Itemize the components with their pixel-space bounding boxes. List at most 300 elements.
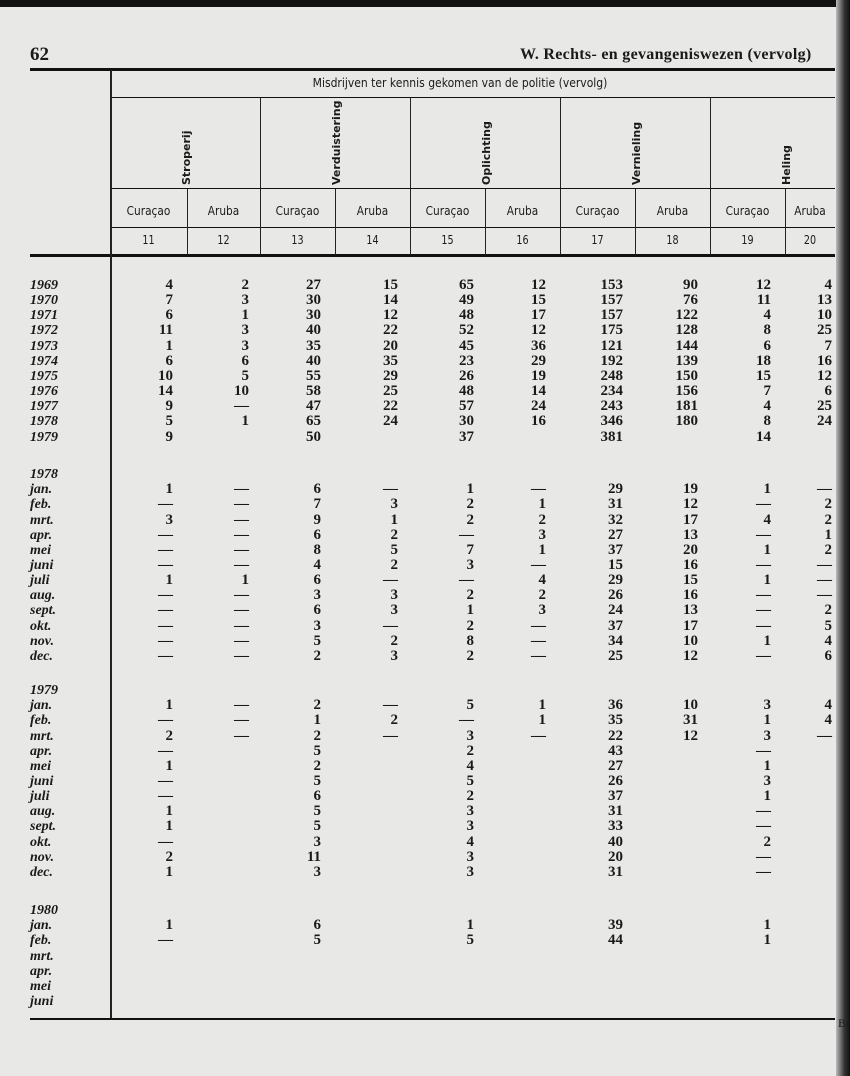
table-cell: 20 — [383, 337, 398, 354]
table-cell: 4 — [466, 833, 474, 850]
table-cell: 26 — [608, 772, 623, 789]
table-cell: 2 — [466, 788, 474, 805]
table-cell: — — [383, 572, 398, 589]
stub-divider — [110, 70, 112, 1018]
row-label: 1970 — [30, 293, 58, 309]
table-cell: 37 — [608, 541, 623, 558]
table-cell: — — [756, 587, 771, 604]
table-cell: 5 — [313, 772, 321, 789]
table-cell: — — [234, 727, 249, 744]
table-cell: 2 — [241, 277, 249, 293]
table-cell: 12 — [683, 647, 698, 664]
row-label: mei — [30, 758, 51, 774]
table-cell: 15 — [756, 367, 771, 384]
table-cell: 65 — [306, 413, 321, 430]
table-cell: 139 — [675, 352, 698, 369]
table-cell: 13 — [683, 602, 698, 619]
table-cell: 1 — [538, 541, 546, 558]
table-cell: — — [817, 481, 832, 498]
column-divider — [485, 189, 486, 255]
table-cell: — — [531, 617, 546, 634]
table-cell: 1 — [763, 712, 771, 729]
table-cell: 4 — [824, 712, 832, 729]
row-label: apr. — [30, 527, 53, 543]
table-cell: 1 — [466, 602, 474, 619]
table-cell: 37 — [608, 788, 623, 805]
category-label: Stroperij — [180, 130, 193, 185]
row-label: mei — [30, 542, 51, 558]
table-cell: 23 — [459, 352, 474, 369]
table-cell: — — [756, 803, 771, 820]
table-cell: 1 — [241, 572, 249, 589]
table-cell: 2 — [466, 647, 474, 664]
table-cell: — — [158, 932, 173, 949]
table-cell: 6 — [313, 602, 321, 619]
table-cell: 7 — [763, 383, 771, 400]
table-cell: — — [531, 556, 546, 573]
row-label: 1978 — [30, 414, 58, 430]
table-cell: 2 — [390, 526, 398, 543]
table-cell: 3 — [313, 863, 321, 880]
column-divider — [260, 189, 261, 255]
table-cell: 11 — [756, 292, 771, 309]
table-cell: 44 — [608, 932, 623, 949]
row-label: apr. — [30, 963, 53, 979]
table-cell: 14 — [756, 428, 771, 445]
table-cell: 1 — [763, 932, 771, 949]
table-cell: 22 — [608, 727, 623, 744]
table-cell: 4 — [824, 277, 832, 293]
table-cell: 3 — [466, 803, 474, 820]
table-cell: 2 — [390, 712, 398, 729]
table-cell: 121 — [600, 337, 623, 354]
table-cell: — — [531, 727, 546, 744]
table-cell: 6 — [241, 352, 249, 369]
column-divider — [187, 189, 188, 255]
table-cell: 3 — [763, 727, 771, 744]
section-heading: 1978 — [30, 467, 58, 482]
table-cell: 16 — [683, 556, 698, 573]
row-label: 1977 — [30, 399, 58, 415]
table-cell: — — [817, 727, 832, 744]
table-cell: — — [158, 833, 173, 850]
table-cell: 26 — [459, 367, 474, 384]
table-cell: 4 — [763, 307, 771, 324]
table-cell: 3 — [241, 337, 249, 354]
table-cell: 12 — [531, 277, 546, 293]
table-cell: 65 — [459, 277, 474, 293]
table-cell: 39 — [608, 917, 623, 934]
table-cell: — — [234, 481, 249, 498]
row-label: juli — [30, 789, 50, 805]
table-cell: 6 — [165, 307, 173, 324]
table-cell: 1 — [763, 481, 771, 498]
table-cell: 2 — [538, 511, 546, 528]
row-label: juni — [30, 993, 54, 1009]
table-cell: 37 — [608, 617, 623, 634]
table-cell: 5 — [165, 413, 173, 430]
table-cell: 32 — [608, 511, 623, 528]
table-cell: 4 — [538, 572, 546, 589]
table-cell: 25 — [608, 647, 623, 664]
table-cell: 52 — [459, 322, 474, 339]
table-cell: 3 — [466, 818, 474, 835]
column-divider — [710, 98, 711, 188]
table-cell: 4 — [763, 511, 771, 528]
table-cell: — — [158, 617, 173, 634]
table-cell: 19 — [683, 481, 698, 498]
table-cell: 2 — [165, 727, 173, 744]
table-cell: 1 — [763, 572, 771, 589]
row-label: 1973 — [30, 338, 58, 354]
table-cell: 30 — [306, 292, 321, 309]
table-cell: — — [383, 481, 398, 498]
table-cell: 33 — [608, 818, 623, 835]
table-cell: 1 — [165, 697, 173, 714]
table-cell: 3 — [313, 587, 321, 604]
column-number: 19 — [741, 233, 754, 247]
table-cell: 3 — [466, 727, 474, 744]
rule — [110, 188, 835, 189]
table-cell: — — [158, 742, 173, 759]
table-cell: 11 — [306, 848, 321, 865]
table-cell: 7 — [824, 337, 832, 354]
table-cell: 14 — [531, 383, 546, 400]
table-cell: 7 — [165, 292, 173, 309]
table-cell: 2 — [466, 496, 474, 513]
table-cell: 157 — [600, 292, 623, 309]
table-cell: 6 — [313, 481, 321, 498]
table-cell: 34 — [608, 632, 623, 649]
table-cell: — — [756, 848, 771, 865]
table-cell: — — [234, 602, 249, 619]
table-cell: 346 — [600, 413, 623, 430]
column-number: 13 — [291, 233, 304, 247]
row-label: juni — [30, 557, 54, 573]
table-cell: 1 — [466, 917, 474, 934]
row-label: 1974 — [30, 353, 58, 369]
table-cell: 3 — [390, 587, 398, 604]
row-label: nov. — [30, 633, 54, 649]
table-cell: 90 — [683, 277, 698, 293]
table-cell: 2 — [390, 556, 398, 573]
table-cell: 1 — [763, 788, 771, 805]
table-cell: 24 — [817, 413, 832, 430]
table-cell: — — [158, 541, 173, 558]
table-cell: 16 — [531, 413, 546, 430]
table-cell: 12 — [817, 367, 832, 384]
table-cell: — — [234, 617, 249, 634]
section-heading: 1979 — [30, 683, 58, 698]
row-label: okt. — [30, 618, 52, 634]
row-label: sept. — [30, 603, 57, 619]
column-divider — [260, 98, 261, 188]
table-cell: 13 — [817, 292, 832, 309]
column-divider — [335, 189, 336, 255]
table-cell: 1 — [538, 496, 546, 513]
table-cell: 15 — [683, 572, 698, 589]
table-cell: 1 — [165, 803, 173, 820]
table-cell: 11 — [158, 322, 173, 339]
table-cell: — — [383, 697, 398, 714]
table-cell: 6 — [763, 337, 771, 354]
column-header: Aruba — [356, 204, 389, 218]
adjacent-page-bleed-text: Br — [838, 1016, 850, 1030]
table-cell: 6 — [824, 647, 832, 664]
table-cell: 3 — [466, 556, 474, 573]
table-cell: 2 — [824, 511, 832, 528]
row-label: 1979 — [30, 429, 58, 445]
table-bottom-rule — [30, 1018, 835, 1020]
table-cell: 6 — [313, 526, 321, 543]
table-cell: 3 — [390, 496, 398, 513]
table-cell: 27 — [608, 757, 623, 774]
table-cell: 3 — [466, 848, 474, 865]
table-cell: 4 — [763, 398, 771, 415]
table-cell: 2 — [824, 541, 832, 558]
table-cell: 2 — [165, 848, 173, 865]
table-cell: 1 — [165, 572, 173, 589]
table-cell: 31 — [683, 712, 698, 729]
table-cell: 1 — [165, 917, 173, 934]
header-top-rule — [30, 68, 835, 71]
table-cell: 12 — [531, 322, 546, 339]
table-cell: 18 — [756, 352, 771, 369]
table-cell: — — [158, 772, 173, 789]
table-cell: 19 — [531, 367, 546, 384]
table-cell: 2 — [313, 647, 321, 664]
table-cell: 6 — [165, 352, 173, 369]
table-cell: 20 — [608, 848, 623, 865]
table-cell: 26 — [608, 587, 623, 604]
column-number: 17 — [591, 233, 604, 247]
table-cell: 29 — [531, 352, 546, 369]
table-cell: 2 — [466, 587, 474, 604]
table-cell: — — [234, 632, 249, 649]
table-cell: 17 — [683, 511, 698, 528]
table-cell: 17 — [531, 307, 546, 324]
table-cell: 3 — [763, 697, 771, 714]
row-label: mei — [30, 978, 51, 994]
table-cell: — — [756, 556, 771, 573]
category-label: Vernieling — [630, 121, 643, 185]
column-number: 18 — [666, 233, 679, 247]
table-cell: 40 — [306, 322, 321, 339]
table-cell: 4 — [466, 757, 474, 774]
table-cell: — — [531, 481, 546, 498]
table-cell: 50 — [306, 428, 321, 445]
column-header: Curaçao — [575, 204, 620, 218]
table-cell: — — [383, 617, 398, 634]
table-cell: 36 — [608, 697, 623, 714]
table-cell: 31 — [608, 863, 623, 880]
table-cell: 3 — [390, 647, 398, 664]
table-cell: 29 — [383, 367, 398, 384]
table-cell: 2 — [313, 757, 321, 774]
table-cell: 6 — [313, 917, 321, 934]
page-top-edge — [0, 0, 850, 7]
table-cell: — — [234, 496, 249, 513]
table-cell: 175 — [600, 322, 623, 339]
table-cell: 10 — [683, 632, 698, 649]
table-cell: 40 — [608, 833, 623, 850]
table-cell: 1 — [824, 526, 832, 543]
row-label: 1976 — [30, 384, 58, 400]
table-cell: 1 — [763, 917, 771, 934]
table-cell: — — [817, 556, 832, 573]
table-cell: 1 — [313, 712, 321, 729]
table-cell: 35 — [608, 712, 623, 729]
column-header: Curaçao — [425, 204, 470, 218]
table-cell: — — [756, 602, 771, 619]
table-cell: 3 — [538, 602, 546, 619]
table-cell: 10 — [683, 697, 698, 714]
row-label: feb. — [30, 497, 52, 513]
table-cell: — — [234, 541, 249, 558]
table-cell: — — [234, 398, 249, 415]
table-cell: — — [158, 602, 173, 619]
table-cell: 4 — [824, 632, 832, 649]
table-cell: — — [158, 632, 173, 649]
row-label: jan. — [30, 698, 53, 714]
table-cell: 16 — [817, 352, 832, 369]
table-cell: 3 — [466, 863, 474, 880]
table-cell: 16 — [683, 587, 698, 604]
table-cell: — — [158, 712, 173, 729]
row-label: 1975 — [30, 368, 58, 384]
table-cell: 1 — [165, 863, 173, 880]
table-cell: 12 — [683, 727, 698, 744]
column-divider — [410, 98, 411, 188]
table-cell: 2 — [824, 602, 832, 619]
table-cell: — — [459, 572, 474, 589]
table-cell: 10 — [817, 307, 832, 324]
table-cell: 37 — [459, 428, 474, 445]
table-cell: — — [756, 863, 771, 880]
table-cell: 24 — [608, 602, 623, 619]
table-cell: — — [234, 526, 249, 543]
table-cell: — — [158, 496, 173, 513]
row-label: dec. — [30, 864, 53, 880]
table-super-title: Misdrijven ter kennis gekomen van de politie (vervolg) — [312, 76, 608, 90]
table-cell: 2 — [313, 697, 321, 714]
table-cell: 3 — [313, 833, 321, 850]
table-cell: 2 — [466, 511, 474, 528]
table-cell: 43 — [608, 742, 623, 759]
table-cell: 12 — [756, 277, 771, 293]
table-cell: 10 — [158, 367, 173, 384]
table-cell: 20 — [683, 541, 698, 558]
table-cell: 76 — [683, 292, 698, 309]
table-cell: 4 — [313, 556, 321, 573]
column-number: 11 — [142, 233, 155, 247]
table-cell: 10 — [234, 383, 249, 400]
table-cell: 243 — [600, 398, 623, 415]
table-cell: 1 — [763, 757, 771, 774]
table-cell: 7 — [313, 496, 321, 513]
table-cell: — — [531, 632, 546, 649]
table-cell: 30 — [459, 413, 474, 430]
category-label: Verduistering — [330, 100, 343, 185]
table-cell: 128 — [675, 322, 698, 339]
table-cell: 9 — [313, 511, 321, 528]
row-label: juli — [30, 573, 50, 589]
column-header: Aruba — [207, 204, 240, 218]
table-cell: — — [756, 647, 771, 664]
table-cell: — — [158, 647, 173, 664]
table-cell: 5 — [313, 818, 321, 835]
table-cell: 9 — [165, 428, 173, 445]
column-number: 20 — [803, 233, 817, 247]
table-cell: 1 — [165, 337, 173, 354]
table-cell: — — [531, 647, 546, 664]
table-cell: 30 — [306, 307, 321, 324]
table-cell: 29 — [608, 572, 623, 589]
table-cell: — — [234, 712, 249, 729]
column-divider — [635, 189, 636, 255]
table-cell: 1 — [241, 307, 249, 324]
row-label: 1969 — [30, 278, 58, 293]
table-cell: 3 — [241, 292, 249, 309]
table-cell: 157 — [600, 307, 623, 324]
running-title: W. Rechts- en gevangeniswezen (vervolg) — [520, 46, 812, 63]
row-label: dec. — [30, 648, 53, 664]
table-cell: — — [817, 572, 832, 589]
column-number: 14 — [366, 233, 379, 247]
table-cell: 3 — [538, 526, 546, 543]
column-divider — [410, 189, 411, 255]
row-label: mrt. — [30, 728, 54, 744]
table-cell: 4 — [165, 277, 173, 293]
table-cell: 5 — [313, 803, 321, 820]
rule — [110, 97, 835, 98]
table-cell: 153 — [600, 277, 623, 293]
table-cell: 381 — [600, 428, 623, 445]
table-cell: 9 — [165, 398, 173, 415]
table-cell: 27 — [608, 526, 623, 543]
table-cell: 17 — [683, 617, 698, 634]
table-cell: 13 — [683, 526, 698, 543]
table-cell: 40 — [306, 352, 321, 369]
table-cell: 55 — [306, 367, 321, 384]
table-cell: 2 — [313, 727, 321, 744]
table-cell: 1 — [763, 632, 771, 649]
table-cell: 14 — [383, 292, 398, 309]
table-cell: 1 — [763, 541, 771, 558]
table-cell: 45 — [459, 337, 474, 354]
table-cell: 5 — [466, 772, 474, 789]
row-label: apr. — [30, 743, 53, 759]
table-cell: 22 — [383, 398, 398, 415]
table-cell: 5 — [466, 697, 474, 714]
table-cell: 24 — [383, 413, 398, 430]
table-cell: 192 — [600, 352, 623, 369]
table-cell: 8 — [313, 541, 321, 558]
column-divider — [710, 189, 711, 255]
table-cell: — — [383, 727, 398, 744]
table-cell: 5 — [241, 367, 249, 384]
table-cell: — — [234, 587, 249, 604]
table-cell: 15 — [383, 277, 398, 293]
column-header: Aruba — [506, 204, 539, 218]
column-header: Aruba — [656, 204, 689, 218]
table-cell: 15 — [531, 292, 546, 309]
table-cell: 3 — [241, 322, 249, 339]
table-cell: 234 — [600, 383, 623, 400]
table-cell: 1 — [165, 818, 173, 835]
column-header: Curaçao — [275, 204, 320, 218]
table-cell: — — [234, 697, 249, 714]
